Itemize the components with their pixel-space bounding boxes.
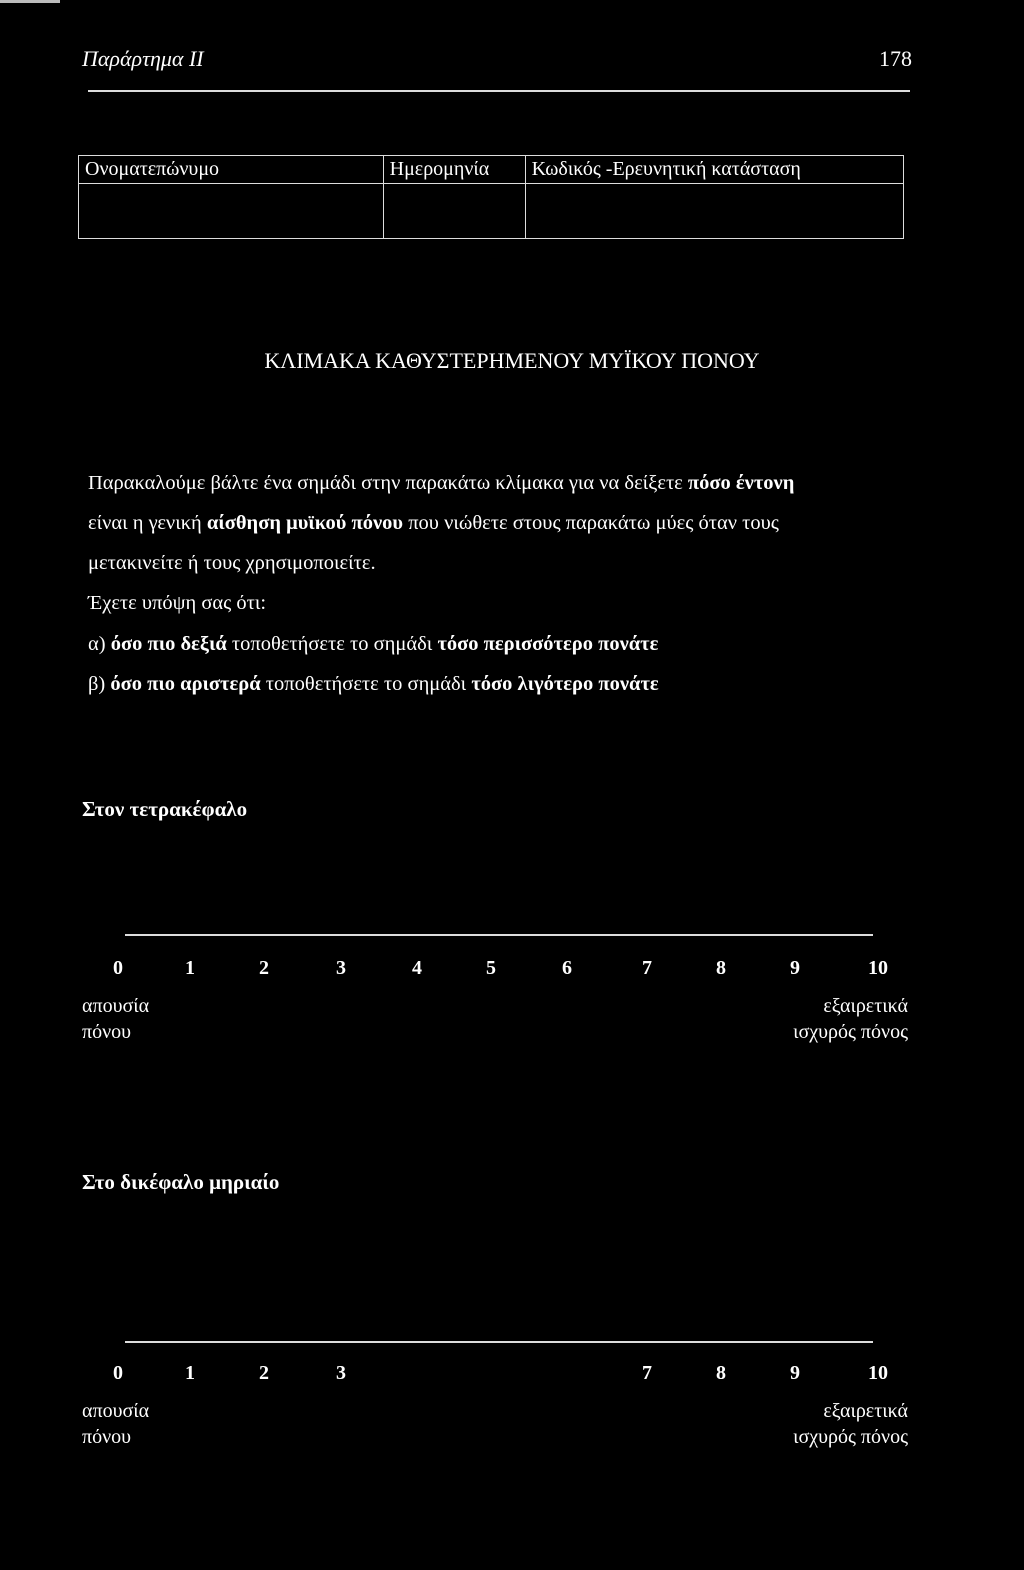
scale-number: 1 [185, 957, 195, 979]
date-header: Ημερομηνία [383, 156, 525, 184]
instruction-line-4: Έχετε υπόψη σας ότι: [88, 592, 267, 614]
scale-number: 2 [259, 957, 269, 979]
name-field[interactable] [79, 184, 384, 239]
scale-line[interactable] [0, 925, 1024, 945]
scale-line[interactable] [0, 1332, 1024, 1352]
scale-number: 0 [113, 957, 123, 979]
date-field[interactable] [383, 184, 525, 239]
scale-number: 7 [642, 1362, 652, 1384]
scale-number: 5 [486, 957, 496, 979]
scale-number: 8 [716, 1362, 726, 1384]
scale-number: 4 [412, 957, 422, 979]
hamstrings-label: Στο δικέφαλο μηριαίο [82, 1170, 280, 1194]
top-edge-mark [0, 0, 60, 3]
min-anchor-label: απουσία πόνου [82, 995, 150, 1043]
scale-number: 9 [790, 957, 800, 979]
hamstrings-pain-scale[interactable] [0, 1332, 1024, 1452]
name-header: Ονοματεπώνυμο [79, 156, 384, 184]
instruction-line-3: μετακινείτε ή τους χρησιμοποιείτε. [88, 552, 376, 574]
instruction-item-a: α) όσο πιο δεξιά τοποθετήσετε το σημάδι τόσο περισσότερο πονάτε [88, 633, 659, 655]
scale-number: 2 [259, 1362, 269, 1384]
scale-number: 10 [868, 1362, 888, 1384]
appendix-label: Παράρτημα II [82, 46, 204, 71]
instruction-item-b: β) όσο πιο αριστερά τοποθετήσετε το σημάδι τόσο λιγότερο πονάτε [88, 673, 659, 695]
max-anchor-label: εξαιρετικά ισχυρός πόνος [793, 995, 908, 1043]
scale-number: 0 [113, 1362, 123, 1384]
header-rule [88, 90, 910, 92]
max-anchor-label: εξαιρετικά ισχυρός πόνος [793, 1400, 908, 1448]
code-header: Κωδικός -Ερευνητική κατάσταση [525, 156, 903, 184]
scale-number: 3 [336, 957, 346, 979]
quadriceps-label: Στον τετρακέφαλο [82, 797, 248, 821]
instruction-line-2: είναι η γενική αίσθηση μυϊκού πόνου που νιώθετε στους παρακάτω μύες όταν τους [88, 512, 779, 534]
scale-number: 9 [790, 1362, 800, 1384]
page-number: 178 [879, 46, 912, 71]
participant-info-table [78, 155, 904, 239]
scale-number: 3 [336, 1362, 346, 1384]
quadriceps-pain-scale[interactable] [0, 925, 1024, 1045]
scale-number: 10 [868, 957, 888, 979]
code-field[interactable] [525, 184, 903, 239]
scale-number: 6 [562, 957, 572, 979]
scale-number: 8 [716, 957, 726, 979]
instruction-line-1: Παρακαλούμε βάλτε ένα σημάδι στην παρακάτω κλίμακα για να δείξετε πόσο έντονη [88, 472, 795, 494]
scale-number: 7 [642, 957, 652, 979]
scale-number: 1 [185, 1362, 195, 1384]
scale-title: ΚΛΙΜΑΚΑ ΚΑΘΥΣΤΕΡΗΜΕΝΟΥ ΜΥΪΚΟΥ ΠΟΝΟΥ [264, 348, 760, 373]
min-anchor-label: απουσία πόνου [82, 1400, 150, 1448]
